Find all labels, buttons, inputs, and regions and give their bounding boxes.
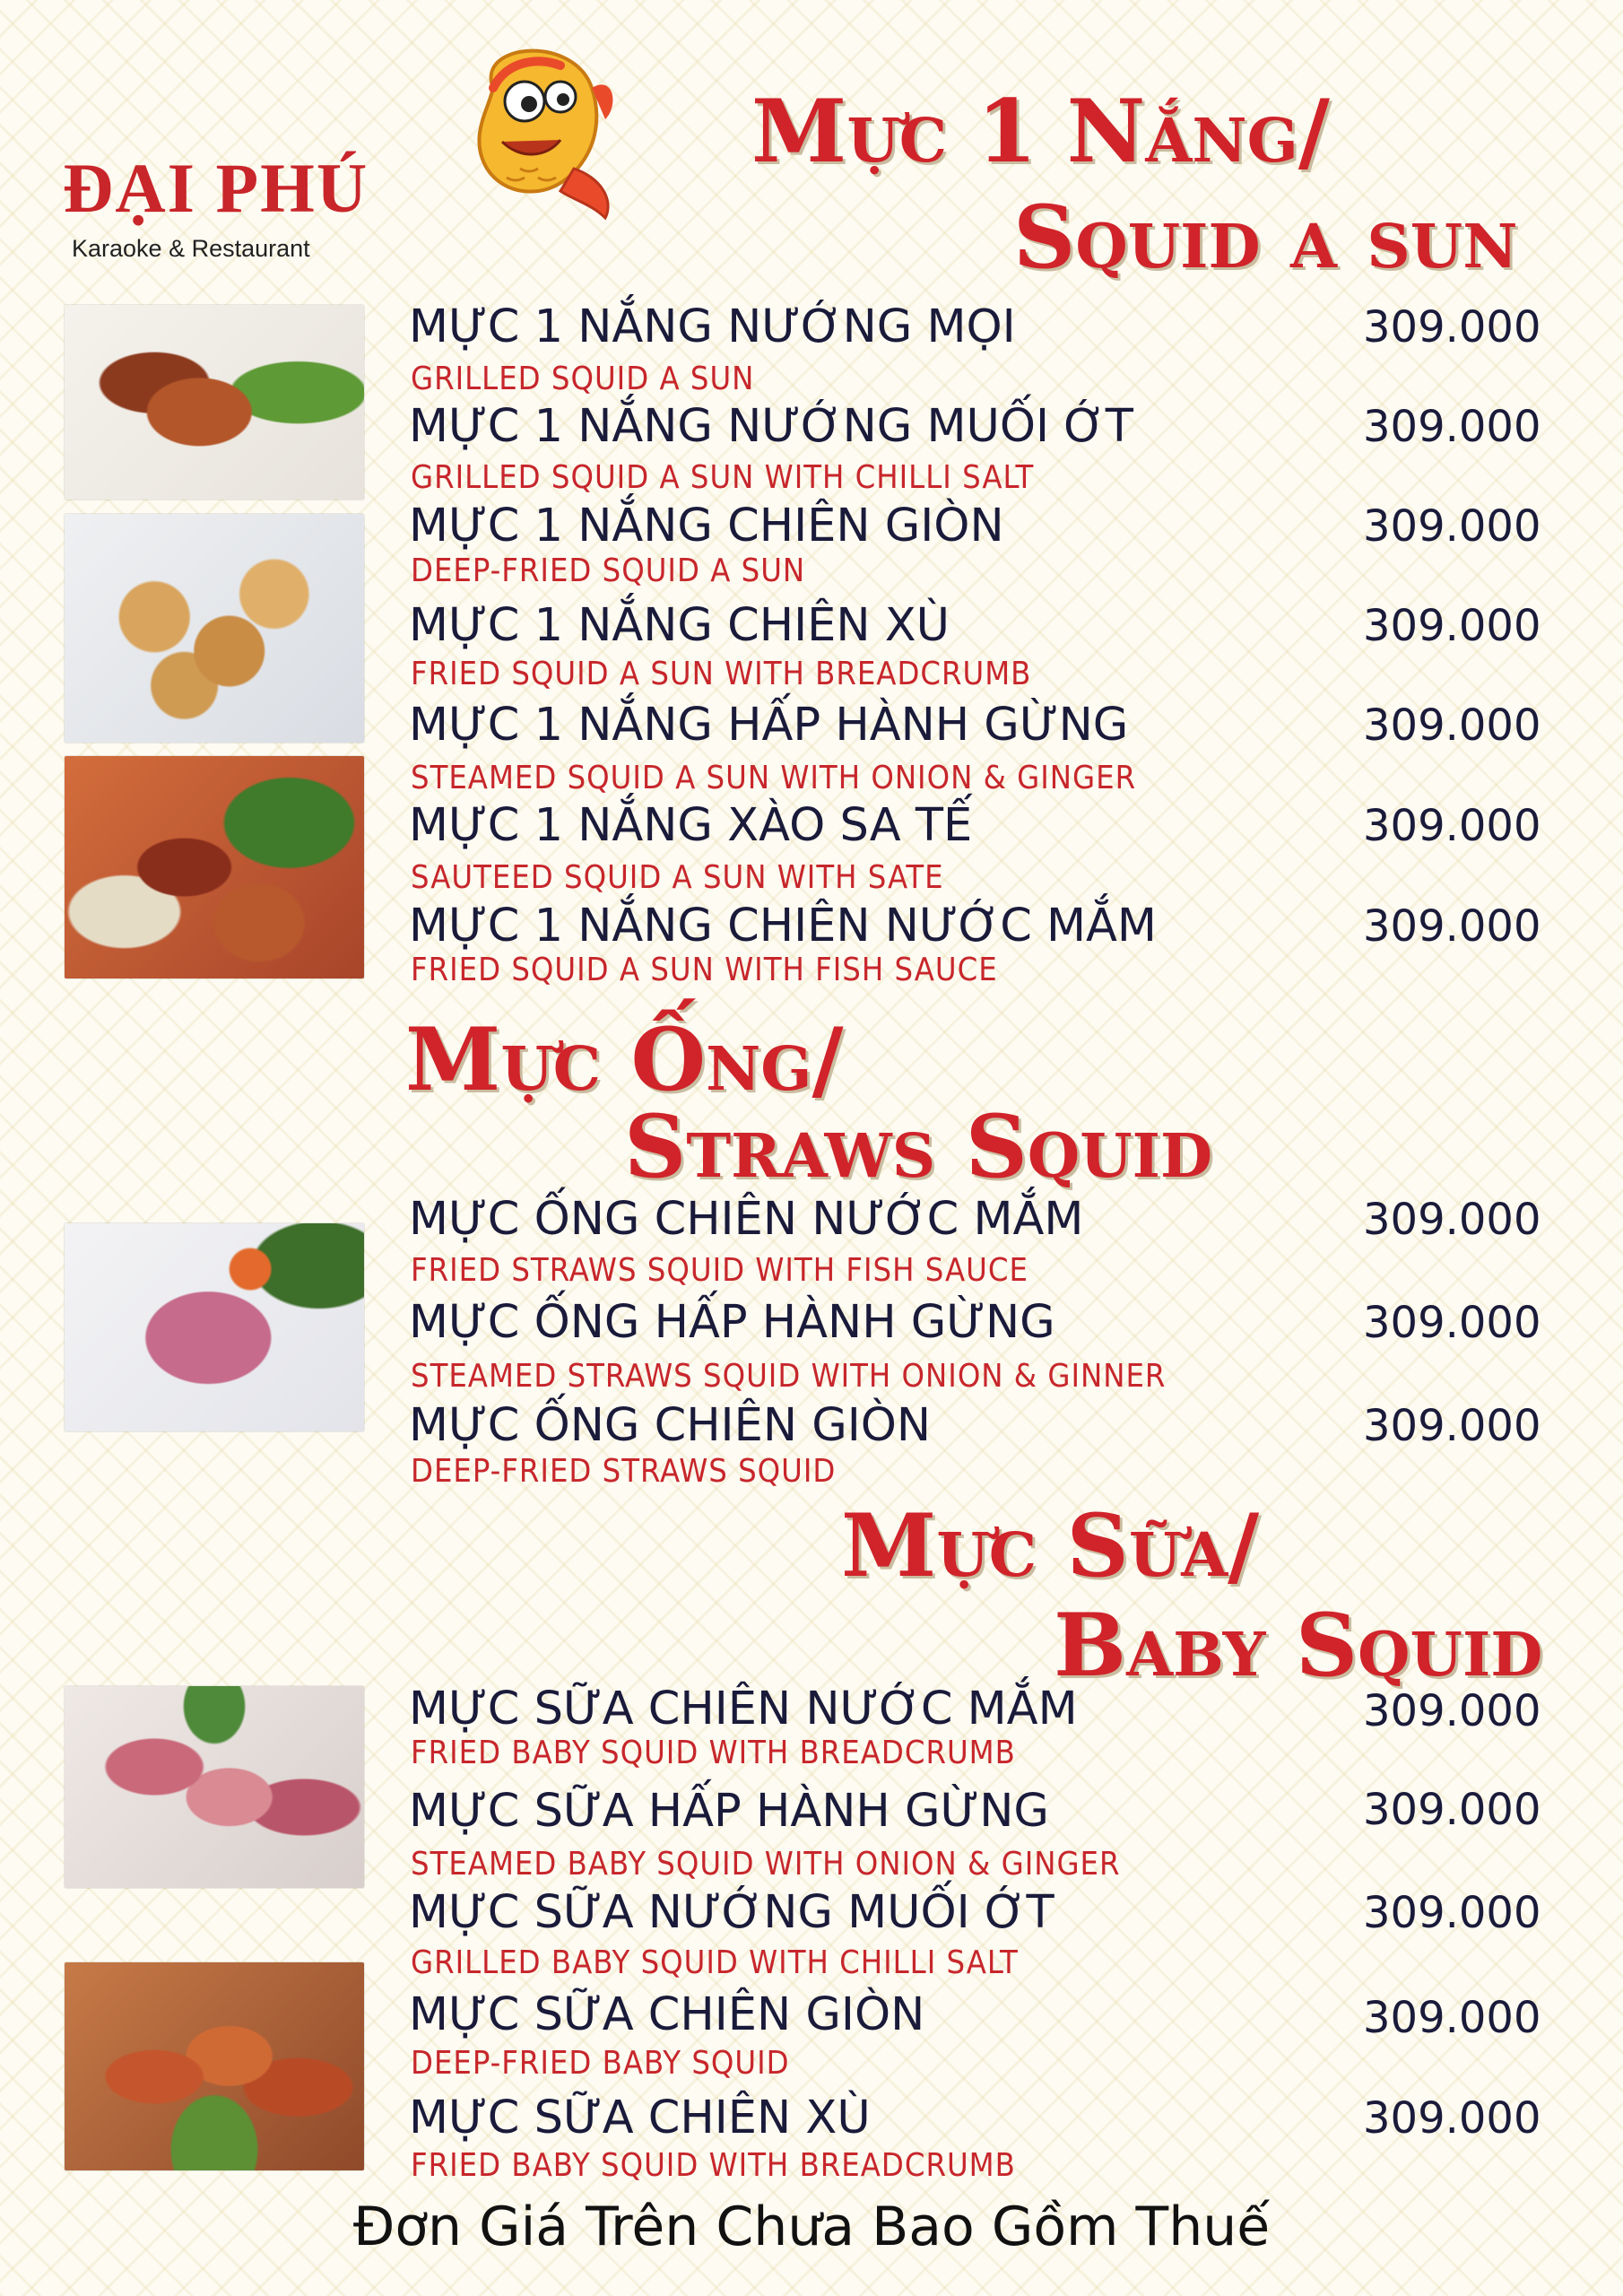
menu-item-price: 309.000 — [1363, 302, 1541, 352]
fish-icon — [439, 34, 619, 222]
menu-item-name: MỰC 1 NẮNG XÀO SA TẾ — [409, 799, 973, 852]
grilled-squid-photo — [65, 305, 364, 500]
restaurant-logo-subtitle: Karaoke & Restaurant — [72, 235, 310, 262]
menu-item-price: 309.000 — [1363, 1195, 1541, 1245]
menu-item-english: FRIED BABY SQUID WITH BREADCRUMB — [411, 1735, 1016, 1771]
menu-item-price: 309.000 — [1363, 901, 1541, 952]
raw-baby-squid-photo — [65, 1686, 364, 1888]
menu-item-name: MỰC ỐNG HẤP HÀNH GỪNG — [409, 1296, 1055, 1349]
menu-item-price: 309.000 — [1363, 501, 1541, 552]
section-3-title-line1: Mực Sữa/ — [841, 1495, 1260, 1596]
menu-item-english: STEAMED BABY SQUID WITH ONION & GINGER — [411, 1846, 1121, 1883]
fried-baby-squid-photo — [65, 1962, 364, 2170]
menu-item-name: MỰC SỮA HẤP HÀNH GỪNG — [409, 1785, 1049, 1838]
menu-item-english: GRILLED SQUID A SUN — [411, 361, 755, 397]
restaurant-logo-name: ĐẠI PHÚ — [63, 149, 369, 227]
tax-note: Đơn Giá Trên Chưa Bao Gồm Thuế — [352, 2196, 1271, 2258]
menu-item-name: MỰC SỮA CHIÊN XÙ — [409, 2092, 871, 2144]
menu-item-name: MỰC 1 NẮNG NƯỚNG MỌI — [409, 300, 1016, 353]
menu-item-english: DEEP-FRIED STRAWS SQUID — [411, 1453, 837, 1490]
menu-item-price: 309.000 — [1363, 1785, 1541, 1835]
menu-item-price: 309.000 — [1363, 1298, 1541, 1348]
menu-item-name: MỰC ỐNG CHIÊN NƯỚC MẮM — [409, 1193, 1084, 1246]
fried-squid-rings-photo — [65, 514, 364, 743]
menu-item-english: GRILLED BABY SQUID WITH CHILLI SALT — [411, 1944, 1019, 1981]
section-3-title-line2: Baby Squid — [1054, 1595, 1543, 1696]
section-1-title-line1: Mực 1 Nắng/ — [751, 81, 1330, 182]
section-1-title-line2: Squid a sun — [1013, 187, 1518, 288]
menu-item-name: MỰC SỮA CHIÊN NƯỚC MẮM — [409, 1683, 1078, 1735]
menu-item-name: MỰC ỐNG CHIÊN GIÒN — [409, 1399, 932, 1452]
section-2-title-line1: Mực Ống/ — [405, 1009, 844, 1110]
menu-item-price: 309.000 — [1363, 601, 1541, 651]
menu-item-english: FRIED BABY SQUID WITH BREADCRUMB — [411, 2147, 1016, 2184]
menu-item-name: MỰC 1 NẮNG CHIÊN NƯỚC MẮM — [409, 900, 1157, 952]
menu-item-name: MỰC 1 NẮNG CHIÊN XÙ — [409, 599, 950, 652]
menu-item-english: SAUTEED SQUID A SUN WITH SATE — [411, 859, 944, 896]
menu-item-price: 309.000 — [1363, 402, 1541, 452]
menu-item-price: 309.000 — [1363, 1993, 1541, 2043]
sauteed-squid-photo — [65, 756, 364, 978]
menu-item-name: MỰC SỮA NƯỚNG MUỐI ỚT — [409, 1886, 1055, 1939]
menu-item-price: 309.000 — [1363, 1401, 1541, 1451]
section-2-title-line2: Straws Squid — [624, 1096, 1213, 1197]
menu-item-price: 309.000 — [1363, 1686, 1541, 1736]
menu-item-price: 309.000 — [1363, 1888, 1541, 1938]
menu-item-english: FRIED SQUID A SUN WITH FISH SAUCE — [411, 952, 998, 988]
menu-item-name: MỰC 1 NẮNG HẤP HÀNH GỪNG — [409, 699, 1129, 752]
menu-item-name: MỰC 1 NẮNG CHIÊN GIÒN — [409, 500, 1004, 552]
menu-item-english: GRILLED SQUID A SUN WITH CHILLI SALT — [411, 459, 1035, 496]
menu-item-english: FRIED SQUID A SUN WITH BREADCRUMB — [411, 656, 1032, 692]
menu-item-name: MỰC SỮA CHIÊN GIÒN — [409, 1988, 925, 2041]
menu-item-price: 309.000 — [1363, 700, 1541, 751]
menu-item-english: STEAMED SQUID A SUN WITH ONION & GINGER — [411, 760, 1137, 796]
steamed-straws-squid-photo — [65, 1223, 364, 1431]
menu-item-name: MỰC 1 NẮNG NƯỚNG MUỐI ỚT — [409, 400, 1133, 453]
menu-item-english: DEEP-FRIED SQUID A SUN — [411, 552, 806, 589]
menu-item-english: FRIED STRAWS SQUID WITH FISH SAUCE — [411, 1252, 1028, 1289]
menu-item-english: DEEP-FRIED BABY SQUID — [411, 2045, 790, 2082]
menu-item-price: 309.000 — [1363, 2093, 1541, 2144]
menu-item-english: STEAMED STRAWS SQUID WITH ONION & GINNER — [411, 1358, 1167, 1395]
menu-item-price: 309.000 — [1363, 801, 1541, 851]
